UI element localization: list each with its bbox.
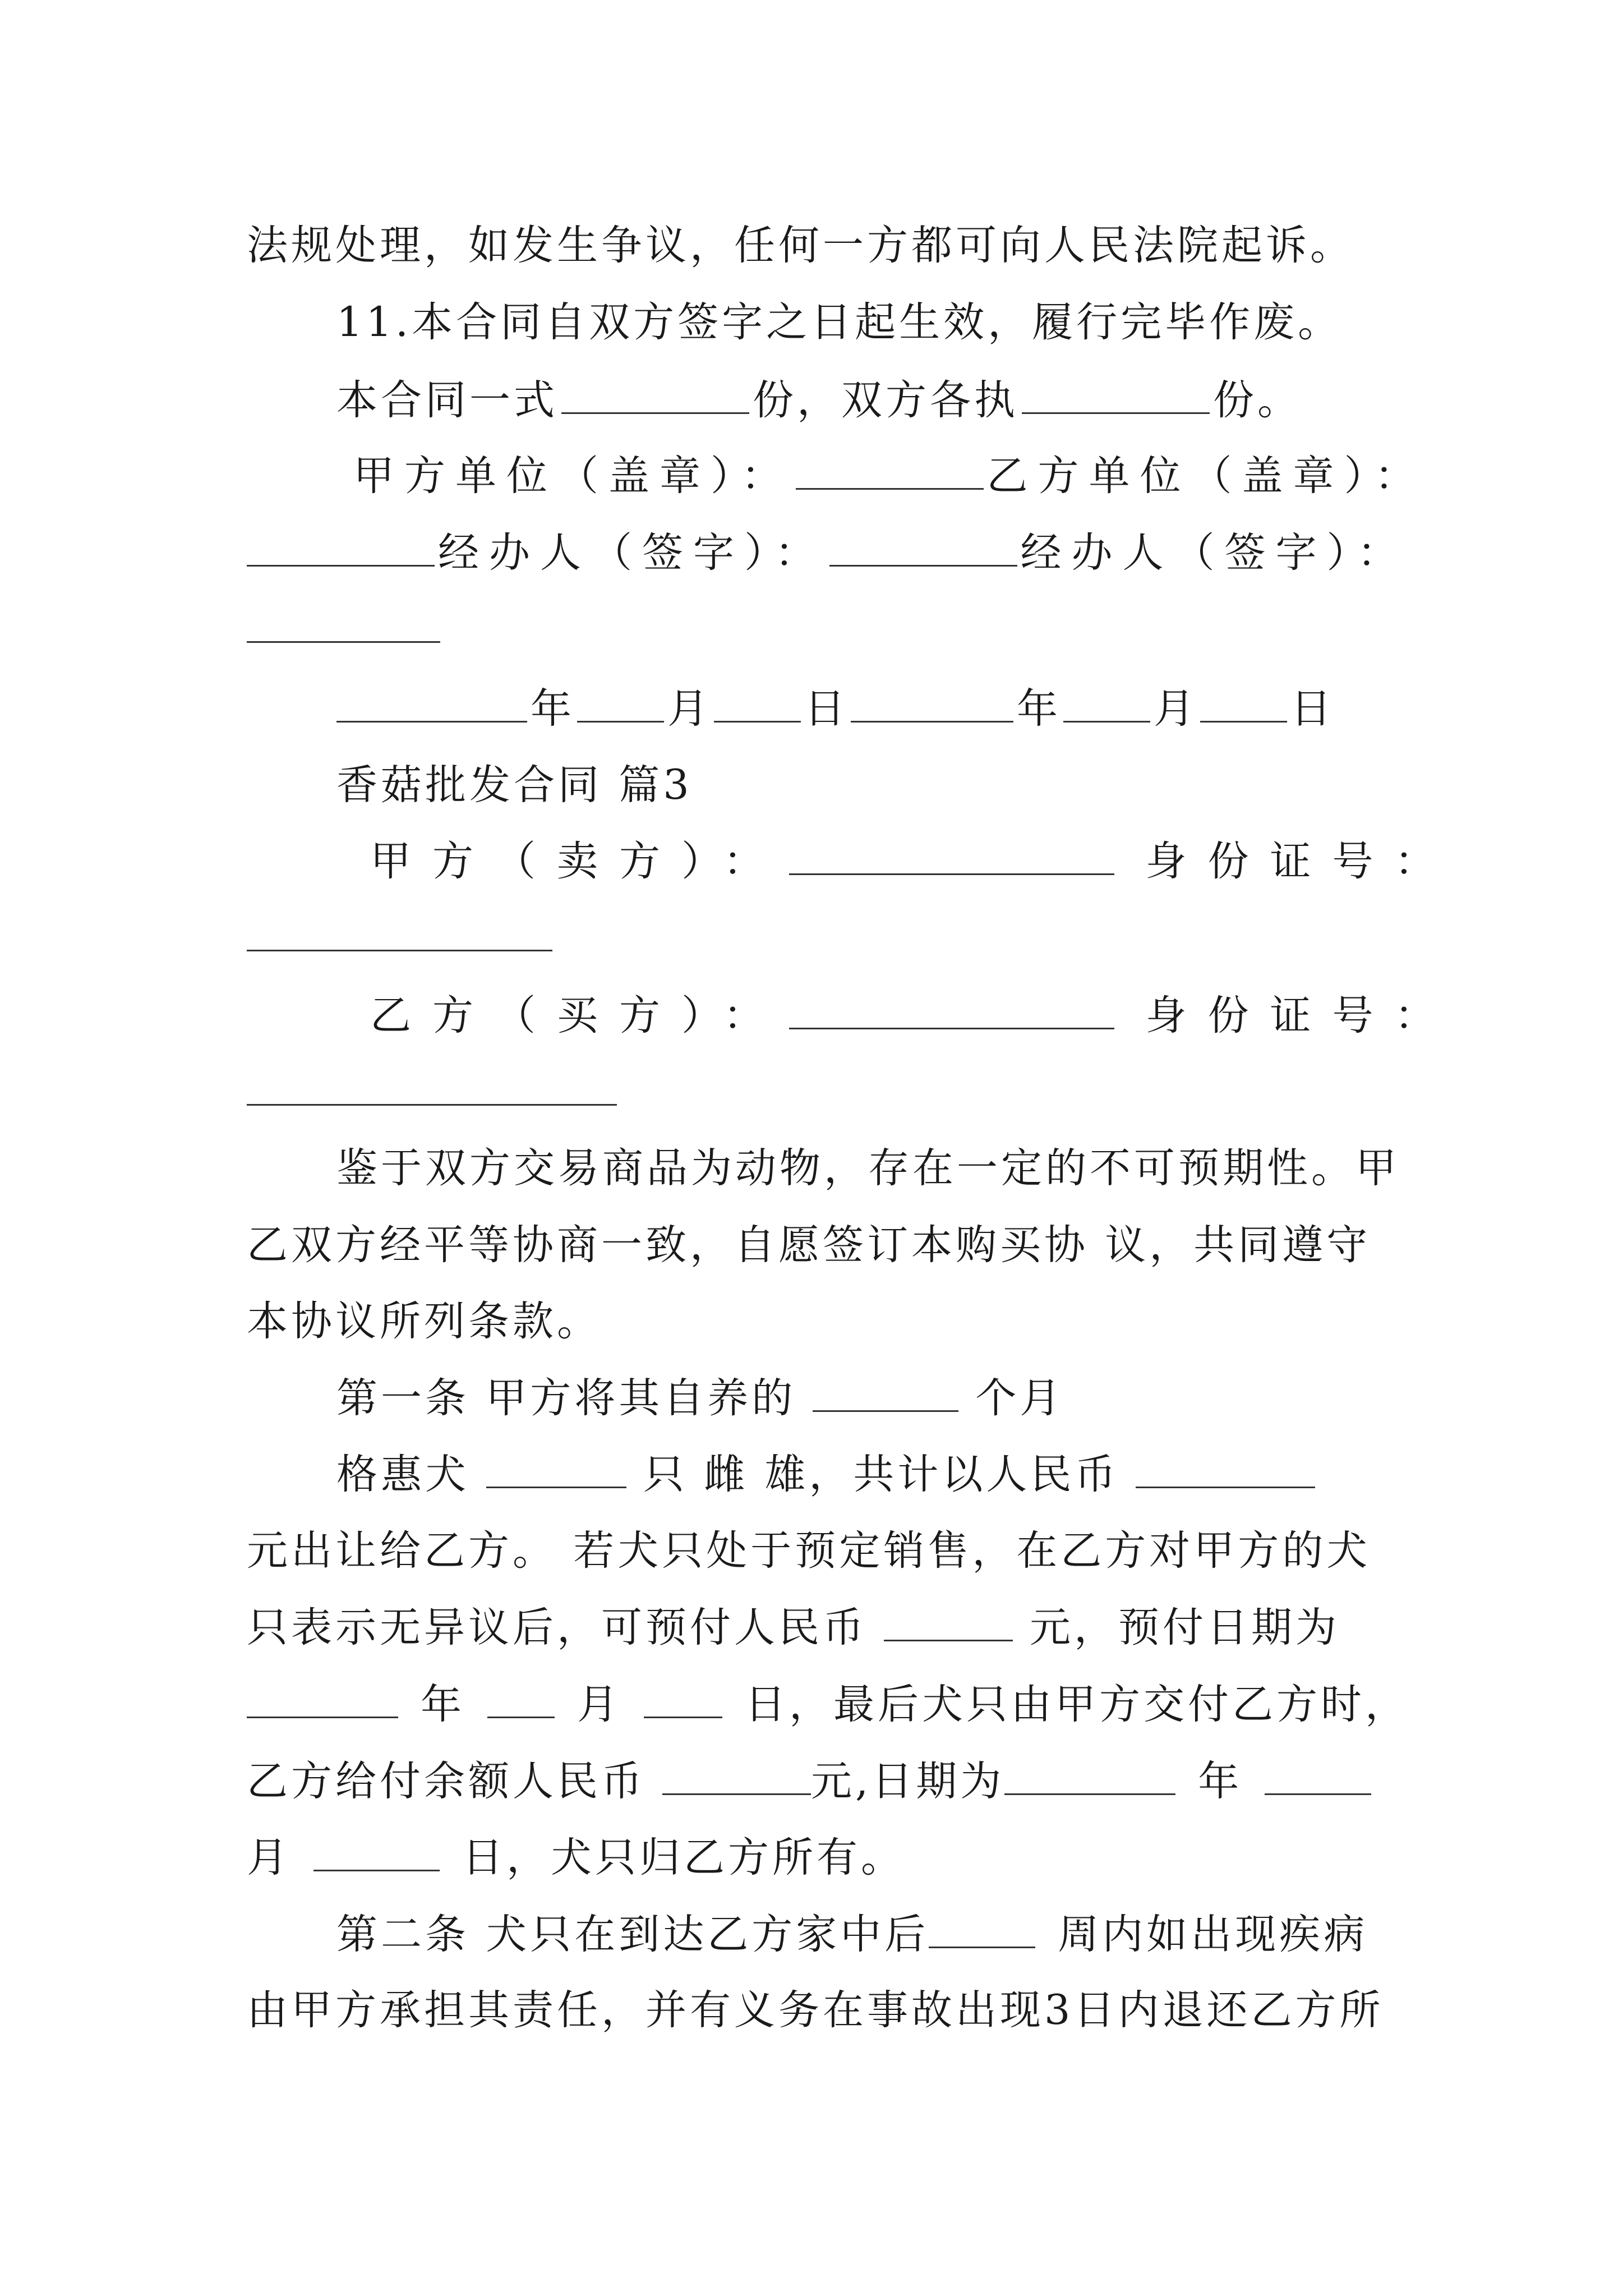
text-span: 月 xyxy=(247,1834,291,1881)
blank-field xyxy=(247,1104,617,1106)
text-span: 日，犬只归乙方所有。 xyxy=(462,1834,905,1881)
copies-text-b: 份，双方各执 xyxy=(753,376,1018,424)
year-label: 年 xyxy=(531,685,574,733)
text-line: 11.本合同自双方签字之日起生效，履行完毕作废。 xyxy=(336,298,1343,346)
text-span: 只 雌 雄，共计以人民币 xyxy=(643,1451,1119,1498)
blank-field xyxy=(851,682,1013,723)
article-2-line: 由甲方承担其责任，并有义务在事故出现3日内退还乙方所 xyxy=(247,1986,1384,2034)
blank-field xyxy=(561,373,749,414)
text-line: 法规处理，如发生争议，任何一方都可向人民法院起诉。 xyxy=(247,222,1354,269)
text-span: 年 xyxy=(421,1681,465,1728)
blank-field xyxy=(313,1830,440,1871)
blank-field xyxy=(577,682,664,723)
section-heading: 香菇批发合同 篇3 xyxy=(336,761,693,809)
blank-field xyxy=(1265,1754,1371,1795)
blank-field xyxy=(1200,682,1287,723)
blank-field xyxy=(1136,1447,1315,1488)
buyer-label: 乙方（买方）： xyxy=(370,992,786,1039)
article-1-line xyxy=(247,1830,905,1885)
copies-text-c: 份。 xyxy=(1213,376,1302,424)
text-span: 年 xyxy=(1198,1757,1243,1805)
blank-field xyxy=(884,1600,1013,1641)
signature-line-handlers xyxy=(247,526,1408,580)
blank-field xyxy=(1004,1754,1175,1795)
article-1-line xyxy=(247,1754,1375,1809)
blank-field xyxy=(829,526,1017,567)
blank-field xyxy=(487,1677,555,1718)
text-span: 第二条 犬只在到达乙方家中后 xyxy=(336,1911,929,1958)
text-line: 乙双方经平等协商一致，自愿签订本购买协 议，共同遵守 xyxy=(247,1221,1371,1269)
article-1-line xyxy=(247,1677,1409,1732)
blank-field xyxy=(714,682,801,723)
blank-field xyxy=(486,1447,626,1488)
text-span: 只表示无异议后，可预付人民币 xyxy=(247,1604,867,1651)
blank-field xyxy=(247,950,552,951)
text-span: 月 xyxy=(577,1681,621,1728)
buyer-line xyxy=(370,988,1457,1043)
blank-field xyxy=(1022,373,1210,414)
date-line xyxy=(336,682,1334,736)
seller-line xyxy=(370,834,1457,889)
text-line: 本协议所列条款。 xyxy=(247,1297,601,1345)
text-span: 格惠犬 xyxy=(336,1451,469,1498)
text-span: 元,日期为 xyxy=(811,1757,1005,1805)
day-label: 日 xyxy=(1290,685,1334,733)
party-b-unit-label: 乙方单位（盖章）： xyxy=(986,452,1426,500)
copies-text-a: 本合同一式 xyxy=(336,376,558,424)
blank-field xyxy=(336,682,527,723)
article-1-line: 元出让给乙方。 若犬只处于预定销售，在乙方对甲方的犬 xyxy=(247,1527,1371,1575)
text-span: 周内如出现疾病 xyxy=(1058,1911,1368,1958)
blank-field xyxy=(247,526,435,567)
handler-b-label: 经办人（签字）： xyxy=(1020,529,1408,577)
article-1-line xyxy=(336,1371,1064,1425)
buyer-id-label: 身份证号： xyxy=(1145,992,1457,1039)
blank-field xyxy=(789,988,1114,1029)
text-span: 乙方给付余额人民币 xyxy=(247,1757,645,1805)
blank-field xyxy=(1063,682,1150,723)
article-1-line xyxy=(336,1447,1318,1502)
text-span: 元，预付日期为 xyxy=(1030,1604,1340,1651)
text-span: 第一条 甲方将其自养的 xyxy=(336,1374,796,1422)
month-label: 月 xyxy=(667,685,711,733)
article-2-line xyxy=(336,1907,1368,1962)
signature-line-party-a xyxy=(353,449,1426,503)
party-a-unit-label: 甲方单位（盖章）： xyxy=(353,452,792,500)
day-label: 日 xyxy=(804,685,847,733)
year-label: 年 xyxy=(1017,685,1060,733)
blank-field xyxy=(789,834,1114,875)
handler-a-label: 经办人（签字）： xyxy=(438,529,826,577)
blank-field xyxy=(247,641,440,643)
text-span: 个月 xyxy=(975,1374,1064,1422)
blank-field xyxy=(644,1677,722,1718)
month-label: 月 xyxy=(1154,685,1197,733)
blank-field xyxy=(247,1677,398,1718)
blank-field xyxy=(662,1754,811,1795)
text-span: 日，最后犬只由甲方交付乙方时， xyxy=(745,1681,1409,1728)
seller-id-label: 身份证号： xyxy=(1145,838,1457,885)
article-1-line xyxy=(247,1600,1340,1655)
blank-field xyxy=(813,1371,958,1412)
text-line: 鉴于双方交易商品为动物，存在一定的不可预期性。甲 xyxy=(336,1144,1400,1192)
copies-line xyxy=(336,373,1302,427)
blank-field xyxy=(796,449,984,490)
blank-field xyxy=(929,1907,1035,1948)
seller-label: 甲方（卖方）： xyxy=(370,838,786,885)
